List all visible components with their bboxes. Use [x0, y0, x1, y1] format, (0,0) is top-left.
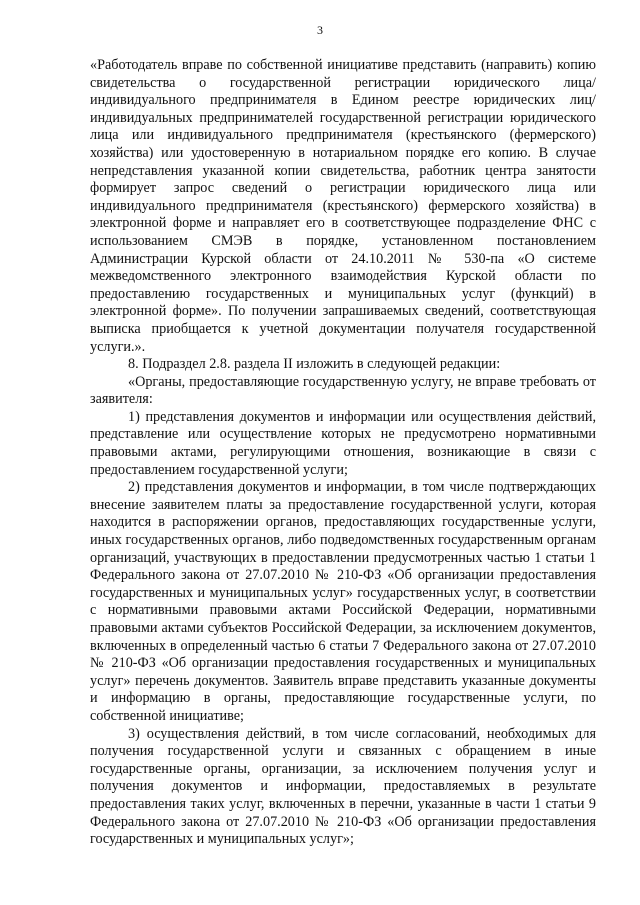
paragraph-bodies-may-not-require: «Органы, предоставляющие государственную услугу, не вправе требовать от заявителя: — [90, 373, 596, 408]
page-number: 3 — [317, 23, 323, 37]
list-item-2: 2) представления документов и информации, в том числе подтверждающих внесение заявителем платы за предоставление государственной услуги, которая находится в распоряжении органов, предоставляющих государственные услуги, иных государственных органов, либо подведомственных государственным органам организаций, участвующих в предоставлении предусмотренных частью 1 статьи 1 Федерального закона от 27.07.2010 № 210-ФЗ «Об организации предоставления государственных и муниципальных услуг» государственных услуг, в соответствии с нормативными правовыми актами Российской Федерации, нормативными правовыми актами субъектов Российской Федерации, за исключением документов, включенных в определенный частью 6 статьи 7 Федерального закона от 27.07.2010 № 210-ФЗ «Об организации предоставления государственных и муниципальных услуг» перечень документов. Заявитель вправе представить указанные документы и информацию в органы, предоставляющие государственные услуги, по собственной инициативе; — [90, 479, 596, 724]
list-item-3: 3) осуществления действий, в том числе согласований, необходимых для получения государственной услуги и связанных с обращением в иные государственные органы, организации, за исключением получения услуг и получения документов и информации, предоставляемых в результате предоставления таких услуг, включенных в перечни, указанные в части 1 статьи 9 Федерального закона от 27.07.2010 № 210-ФЗ «Об организации предоставления государственных и муниципальных услуг»; — [90, 725, 596, 848]
list-item-1: 1) представления документов и информации или осуществления действий, представление или осуществление которых не предусмотрено нормативными правовыми актами, регулирующими отношения, возникающие в связи с предоставлением государственной услуги; — [90, 408, 596, 478]
paragraph-subsection-heading: 8. Подраздел 2.8. раздела II изложить в следующей редакции: — [128, 356, 501, 373]
document-body — [90, 57, 596, 849]
paragraph-employer-certificate: «Работодатель вправе по собственной инициативе представить (направить) копию свидетельства о государственной регистрации юридического лица/индивидуального предпринимателя в Едином реестре юридических лиц/индивидуальных предпринимателей государственной регистрации юридического лица или индивидуального предпринимателя (крестьянского (фермерского) хозяйства) или удостоверенную в нотариальном порядке его копию. В случае непредставления указанной копии свидетельства, работник центра занятости формирует запрос сведений о регистрации юридического лица или индивидуального предпринимателя (крестьянского) фермерского хозяйства) в электронной форме и направляет его в соответствующее подразделение ФНС с использованием СМЭВ в порядке, установленном постановлением Администрации Курской области от 24.10.2011 № 530-па «О системе межведомственного электронного взаимодействия Курской области по предоставлению государственных и муниципальных услуг (функций) в электронной форме». По получении запрашиваемых сведений, соответствующая выписка приобщается к учетной документации получателя государственной услуги.». — [90, 57, 596, 355]
